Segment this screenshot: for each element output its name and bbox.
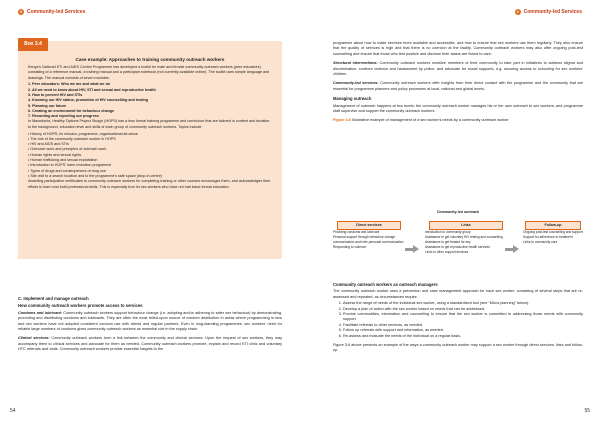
diagram-item: Providing condoms and lubricant [333,230,380,234]
hops-intro: In Macedonia, Healthy Options Project Skopje (HOPS) has a less formal training programme and curriculum that are tailored in content and duration to the background, education level and skills of each group of community outreach workers. Topics include: [28,119,270,129]
step-item: 4. Facilitate referrals to other services, as needed. [343,323,583,328]
paragraph-community-led [333,81,583,92]
left-body-text [18,296,282,357]
case-example-box [18,41,282,259]
paragraph-structural [333,61,583,77]
left-running-header [18,9,85,15]
arrow-right-icon [513,245,519,253]
paragraph-continued: programme about how to make services more available and accessible, and how to ensure that sex workers use them regularly. They also ensure that the quality of services is high and that there is no coercion at the facility. Community outreach workers may also offer ongoing post-test counselling and ensure that those who test positive and disclose their status are linked to care. [333,41,583,56]
right-running-header [515,9,582,15]
figure-caption-text: Illustrative example of management of a sex worker's needs by a community outreach worker [350,118,509,123]
topic-item: • Types of drugs and consequences of drug use [28,168,106,173]
diagram-item: Links to community care [523,240,558,245]
step-item: 6. Re-assess and evaluate the needs of the individual on a regular basis. [343,334,583,339]
outreach-managers-heading: Community outreach workers as outreach managers [333,282,438,287]
box-intro: Kenya's National STI and AIDS Control Programme has developed a toolkit for male and female community outreach workers (peer educators) consisting of a reference manual, a training manual and a participant notebook (not currently available online). The toolkit uses simple language and drawings. The manual consists of seven modules: [28,65,270,80]
topic-item: • History of HOPS, its mission, programme, organizational structure [28,131,138,136]
text-structural: Community outreach workers mobilize members of their community to take part in initiatives to address stigma and discrimination, confront violence and harassment by police, and advocate for social supports, e.g. securing access to schooling for sex workers' children. [333,61,583,77]
topic-item: • Site visit to a search location and to the programme's safe space (drop-in centre) [28,173,162,178]
direct-services-list [333,230,405,250]
diagram-title: Community-led outreach [436,210,480,214]
step-item: 5. Follow up referrals with support and information, as needed. [343,328,583,333]
section-heading: C. Implement and manage outreach [18,296,89,301]
follow-up-list [523,230,583,245]
outreach-diagram [333,210,583,276]
closing-paragraph: Figure 3.6 above presents an example of the ways a community outreach worker may support a sex worker through direct services, links and follow-up. [333,343,583,353]
outreach-intro: The community outreach worker uses a prevention and case management approach for each sex worker, consisting of several steps that are re-assessed and repeated, as circumstances require. [333,289,583,299]
topic-list [28,132,272,180]
diagram-item: Ongoing post-test counselling and support [523,230,583,234]
diagram-item: Personal support through behaviour change communication and inter-personal communication [333,235,404,244]
links-list [425,230,507,255]
topic-item: • Human rights and sexual rights [28,152,82,157]
module-item: 4. Knowing our HIV status; promotion of HIV counselling and testing [28,98,149,103]
text-community-led: Community outreach workers offer insights from their direct contact with the programme and the community that are essential for programme planners and policy processes at local, national and global levels. [333,81,584,91]
figure-label: Figure 3.6 [333,118,351,123]
right-header-title: Community-led Services [523,9,582,15]
diagram-item: Links to other support services [425,250,469,255]
box-closing: Awarding participation certificates to community outreach workers for completing training or other courses encourages them, and acknowledges their efforts to learn and build professional skills. This is especially true for sex workers who have not had basic formal education. [28,179,271,189]
direct-services-header: Direct services [337,221,401,230]
arrow-right-icon [413,245,419,253]
step-item: 3. Provide commodities, information and counselling to ensure that the sex worker is committed to addressing those needs with community support. [343,312,583,323]
diagram-item: Assistance to get treated for any [425,240,471,245]
box-title: Case example: Approaches to training community outreach workers [75,57,225,62]
left-header-title: Community-led Services [27,9,86,15]
box-label-tab: Box 3.4 [18,38,48,51]
chapter-number-icon: 3 [516,9,519,14]
text-clinical: Community outreach workers form a link between the community and clinical services. Upon the request of sex workers, they may accompany them to clinical services and advocate for them as needed. Community outreach workers promote, explain and record STI clinic and voluntary HTC referrals and visits. Community outreach workers provide essential insights to the [18,336,282,352]
right-body-text-bottom [333,282,583,358]
subheading: How community outreach workers promote access to services [18,303,143,309]
topic-item: • The role of the community outreach worker in HOPS [28,136,116,141]
module-item: 5. Planning our future [28,103,67,108]
topic-item: • Introduction to HOPS' harm reduction programme [28,163,112,168]
lead-structural: Structural interventions: [333,61,378,66]
module-item: 6. Creating an environment for behaviour change [28,108,115,113]
module-item: 7. Recording and reporting our progress [28,114,99,119]
diagram-item: Responding to violence [333,244,367,249]
topic-item: • Human trafficking and sexual exploitation [28,158,98,163]
step-item: 1. Assess the range of needs of the individual sex worker, using a standardized tool (see "Micro-planning" below). [343,301,583,306]
steps-list [333,301,583,339]
managing-heading: Managing outreach [333,96,372,102]
page-number-left: 54 [10,408,16,414]
topic-item: • HIV and AIDS and STIs [28,142,69,147]
step-item: 2. Develop a plan of action with the sex worker based on needs that can be addressed. [343,307,583,312]
lead-condoms: Condoms and lubricant: [18,310,63,315]
text-condoms: Community outreach workers support behaviour change (i.e. adopting and/or adhering to safer sex behaviour) by demonstrating, promoting and distributing condoms and lubricants. They are often the most relied-upon source of condom distribution in areas where programming is new and sex workers have not adopted consistent condom use with clients and regular partners. Even in long-standing programmes, sex workers' need for reliable large numbers of condoms gives community outreach workers an essential role in the supply chain. [18,310,282,332]
right-body-text-top [333,41,583,128]
module-item: 1. Peer educators: Who we are and what we do [28,82,110,87]
diagram-item: Assistance to get reproductive health services [425,245,490,250]
follow-up-header: Follow-up [525,221,581,230]
diagram-item: Assistance to get voluntary HIV testing and counselling [425,235,503,240]
module-item: 3. How to prevent HIV and STIs [28,92,83,97]
page-number-right: 55 [584,408,590,414]
module-list [28,82,272,119]
diagram-item: Support for adherence to treatment [523,235,573,240]
diagram-item: Introduction to community group [425,230,471,234]
managing-text: Management of outreach happens at two levels: the community outreach worker manages his or her own outreach to sex workers; and programme staff supervise and support the community outreach workers. [333,103,583,114]
module-item: 2. All we need to know about HIV, STI and sexual and reproductive health [28,87,156,92]
paragraph-condoms [18,311,282,333]
figure-caption [333,118,583,123]
links-header: Links [429,221,503,230]
chapter-number-icon: 3 [19,9,23,14]
topic-item: • Outreach work and principles of outreach work [28,147,107,152]
lead-clinical: Clinical services: [18,336,50,341]
lead-community-led: Community-led services: [333,81,379,86]
paragraph-clinical [18,336,282,352]
